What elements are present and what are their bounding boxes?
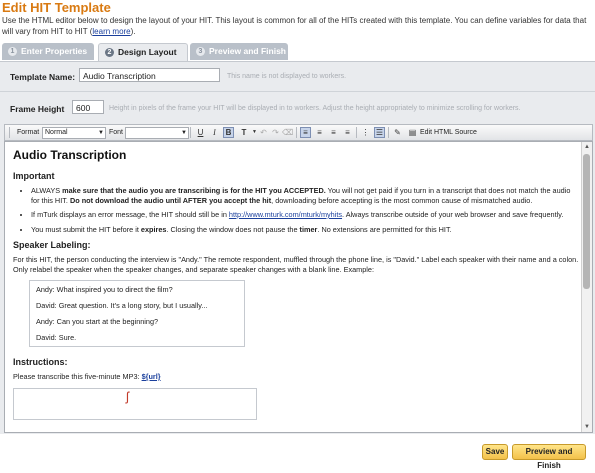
tab-preview-and-finish[interactable]: 3 Preview and Finish <box>190 43 288 60</box>
wizard-tabs <box>0 43 595 61</box>
tab-enter-properties[interactable]: 1 Enter Properties <box>2 43 94 60</box>
frame-height-hint: Height in pixels of the frame your HIT will be displayed in to workers. Adjust the height appropriately to minimize scrolling for workers. <box>109 105 521 112</box>
undo-icon[interactable]: ↶ <box>260 128 267 137</box>
speaker-labeling-text: For this HIT, the person conducting the interview is "Andy." The remote respondent, muffled through the phone line, is "David." Label each speaker with their name and a colon. Only relabel the speaker when the speaker changes, and separate speaker changes with a blank line. Example: <box>13 255 579 274</box>
example-line: Andy: Can you start at the beginning? <box>36 317 159 326</box>
learn-more-link[interactable]: learn more <box>92 27 131 36</box>
content-title: Audio Transcription <box>13 148 127 162</box>
example-line: David: Great question. It's a long story, but I usually... <box>36 301 208 310</box>
page-title: Edit HIT Template <box>2 0 111 15</box>
plugin-icon: ʃ <box>126 388 129 404</box>
example-line: David: Sure. <box>36 333 77 342</box>
instructions-text: Please transcribe this five-minute MP3: ${url} <box>13 372 161 381</box>
align-center-icon[interactable]: ≡ <box>317 128 322 137</box>
template-name-input[interactable]: Audio Transcription <box>79 68 220 82</box>
text-color-icon[interactable]: T <box>241 128 247 137</box>
myhits-link[interactable]: http://www.mturk.com/mturk/myhits <box>228 210 343 219</box>
intro-text: Use the HTML editor below to design the layout of your HIT. This layout is common for all of the HITs created with this template. You can define variables for data that will vary from HIT to HIT (learn more). <box>2 16 587 36</box>
scroll-up-icon[interactable]: ▲ <box>584 144 590 150</box>
toolbar-separator <box>9 127 10 138</box>
bullet-list-icon[interactable]: ☰ <box>375 128 384 137</box>
chevron-down-icon: ▼ <box>181 130 187 136</box>
frame-height-input[interactable]: 600 <box>72 100 104 114</box>
html-editor[interactable] <box>4 141 593 433</box>
editor-toolbar <box>4 124 593 141</box>
font-select[interactable] <box>125 127 189 139</box>
underline-icon[interactable]: U <box>197 128 204 137</box>
chevron-down-icon: ▼ <box>98 130 104 136</box>
instructions-heading: Instructions: <box>13 357 68 367</box>
font-label: Font <box>109 129 124 136</box>
toolbar-separator <box>356 127 357 138</box>
format-label: Format <box>17 129 40 136</box>
divider <box>0 91 595 92</box>
url-variable: ${url} <box>141 372 161 381</box>
important-heading: Important <box>13 171 55 181</box>
tab-design-layout[interactable]: 2 Design Layout <box>98 43 188 61</box>
template-name-label: Template Name: <box>10 72 76 82</box>
italic-icon[interactable]: I <box>213 128 216 137</box>
align-justify-icon[interactable]: ≡ <box>345 128 350 137</box>
important-list <box>13 186 580 234</box>
eraser-icon[interactable]: ✎ <box>394 128 401 137</box>
align-right-icon[interactable]: ≡ <box>331 128 336 137</box>
editor-content <box>13 148 580 420</box>
align-left-icon[interactable]: ≡ <box>300 127 311 138</box>
example-line: Andy: What inspired you to direct the film? <box>36 285 173 294</box>
toolbar-separator <box>296 127 297 138</box>
html-source-icon[interactable]: ▤ <box>408 128 417 137</box>
example-box <box>29 280 245 347</box>
design-layout-panel <box>0 61 595 434</box>
step-number-icon: 1 <box>8 47 17 56</box>
edit-html-source-button[interactable]: Edit HTML Source <box>420 129 477 136</box>
scrollbar-thumb[interactable] <box>583 154 590 289</box>
preview-and-finish-button[interactable]: Preview and Finish <box>512 444 586 460</box>
numbered-list-icon[interactable]: ⋮ <box>361 128 370 137</box>
bold-icon[interactable]: B <box>223 127 234 138</box>
redo-icon[interactable]: ↷ <box>272 128 279 137</box>
toolbar-separator <box>388 127 389 138</box>
chevron-down-icon[interactable]: ▼ <box>252 129 257 135</box>
editor-scrollbar[interactable] <box>581 142 592 432</box>
step-number-icon: 2 <box>105 48 114 57</box>
audio-player-placeholder <box>13 388 257 420</box>
list-item: • You must submit the HIT before it expires. Closing the window does not pause the timer. No extensions are permitted for this HIT. <box>31 225 580 235</box>
step-number-icon: 3 <box>196 47 205 56</box>
toolbar-separator <box>190 127 191 138</box>
list-item: • ALWAYS make sure that the audio you are transcribing is for the HIT you ACCEPTED. You will not get paid if you turn in a transcript that does not match the audio for this HIT. Do not download the audio until AFTER you accept the hit, downloading before accepting is the most common cause of mismatched audio. <box>31 186 580 205</box>
template-name-hint: This name is not displayed to workers. <box>227 73 347 80</box>
list-item: • If mTurk displays an error message, the HIT should still be in http://www.mturk.com/mturk/myhits. Always transcribe outside of your web browser and save frequently. <box>31 210 580 220</box>
speaker-labeling-heading: Speaker Labeling: <box>13 240 91 250</box>
save-button[interactable]: Save <box>482 444 508 460</box>
scroll-down-icon[interactable]: ▼ <box>584 424 590 430</box>
frame-height-label: Frame Height <box>10 104 65 114</box>
remove-format-icon[interactable]: ⌫ <box>282 128 294 137</box>
format-select[interactable]: Normal ▼ <box>42 127 106 139</box>
